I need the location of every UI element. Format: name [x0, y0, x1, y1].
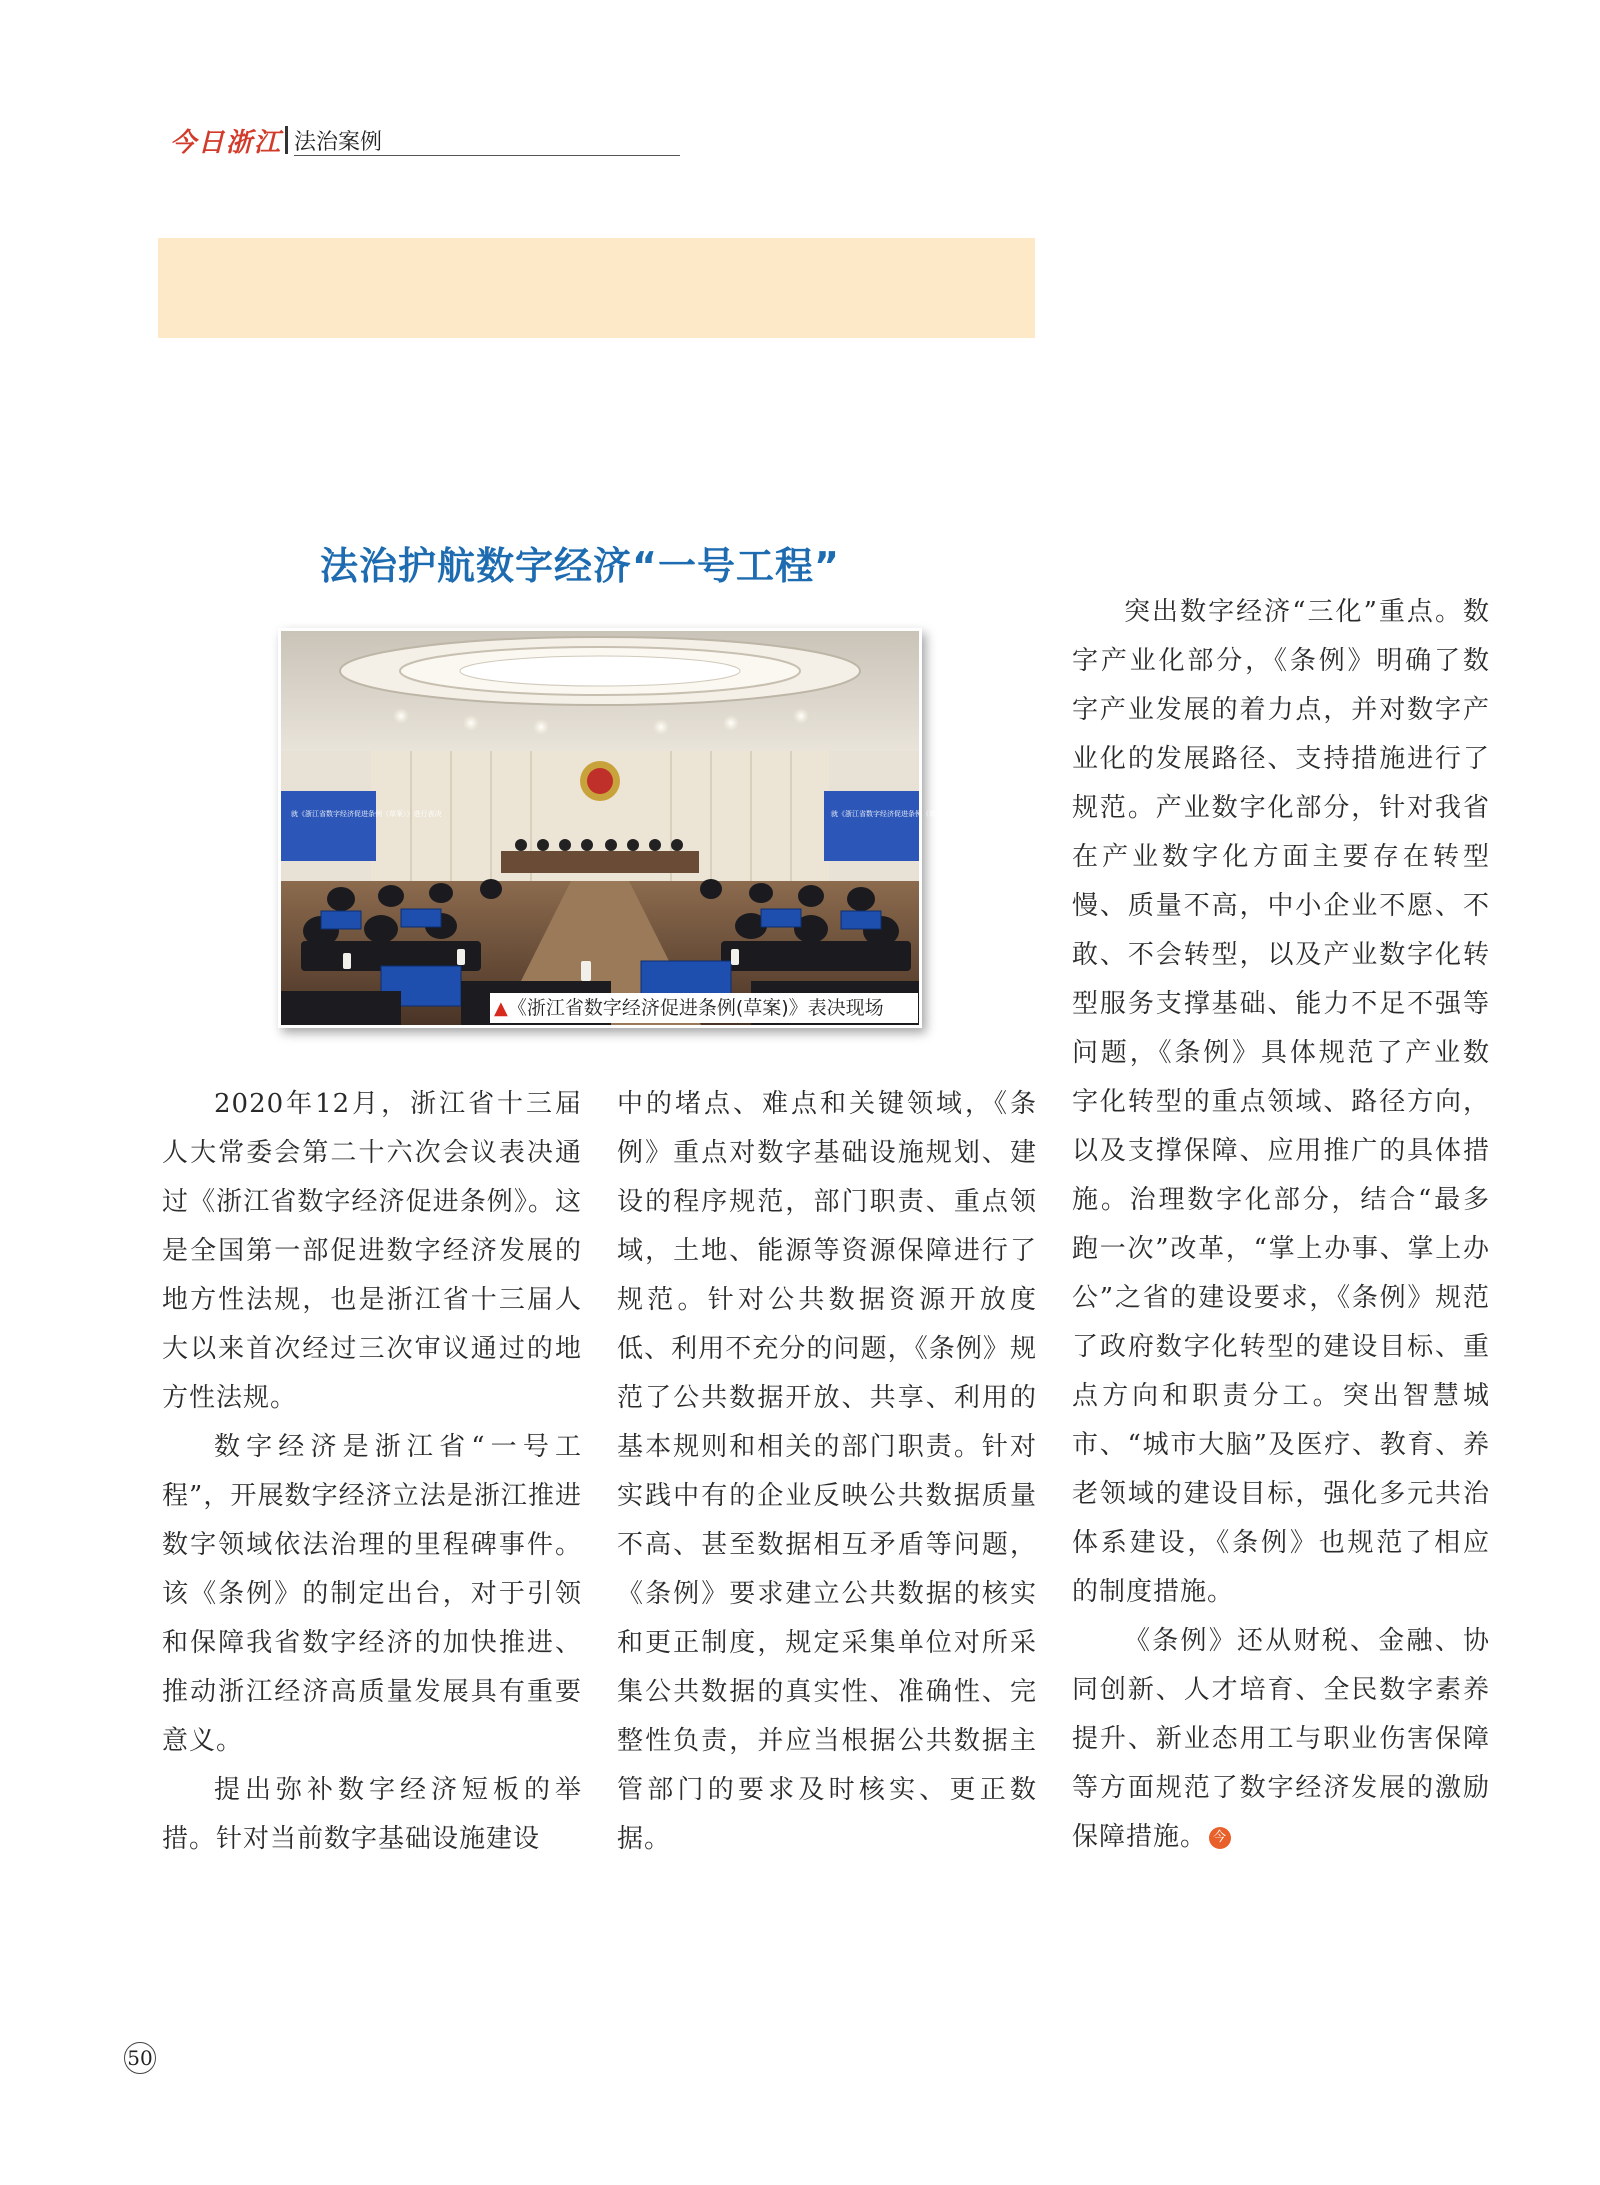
caption-triangle-icon: ▲ [494, 998, 508, 1019]
article-column-1 [162, 1080, 582, 1864]
photo-caption [490, 993, 918, 1023]
paragraph: 数字经济是浙江省“一号工程”，开展数字经济立法是浙江推进数字领域依法治理的里程碑事件。该《条例》的制定出台，对于引领和保障我省数字经济的加快推进、推动浙江经济高质量发展具有重要意义。 [162, 1432, 582, 1756]
right-screen-text: 就《浙江省数字经济促进条例（草案）》进行表决 [831, 810, 982, 818]
magazine-logo: 今日浙江 [170, 128, 283, 158]
header-separator [285, 126, 288, 154]
paragraph: 提出弥补数字经济短板的举措。针对当前数字基础设施建设 [162, 1775, 582, 1854]
header-rule [294, 155, 680, 156]
paragraph: 中的堵点、难点和关键领域，《条例》重点对数字基础设施规划、建设的程序规范，部门职责、重点领域，土地、能源等资源保障进行了规范。针对公共数据资源开放度低、利用不充分的问题，《条例》规范了公共数据开放、共享、利用的基本规则和相关的部门职责。针对实践中有的企业反映公共数据质量不高、甚至数据相互矛盾等问题，《条例》要求建立公共数据的核实和更正制度，规定采集单位对所采集公共数据的真实性、准确性、完整性负责，并应当根据公共数据主管部门的要求及时核实、更正数据。 [617, 1089, 1037, 1854]
meeting-hall-image [281, 631, 982, 1025]
paragraph-last [1072, 1617, 1490, 1862]
article-column-2 [617, 1080, 1037, 1864]
header-banner [158, 238, 1035, 338]
left-screen-text: 就《浙江省数字经济促进条例（草案）》进行表决 [291, 810, 442, 818]
caption-text: 《浙江省数字经济促进条例(草案)》表决现场 [507, 997, 884, 1019]
article-title: 法治护航数字经济“一号工程” [320, 544, 840, 589]
page-number: 50 [124, 2042, 156, 2074]
article-column-3 [1072, 588, 1490, 1862]
end-mark-icon: 今 [1209, 1827, 1231, 1849]
masthead [170, 122, 510, 158]
paragraph: 突出数字经济“三化”重点。数字产业化部分，《条例》明确了数字产业发展的着力点，并对数字产业化的发展路径、支持措施进行了规范。产业数字化部分，针对我省在产业数字化方面主要存在转型慢、质量不高，中小企业不愿、不敢、不会转型，以及产业数字化转型服务支撑基础、能力不足不强等问题，《条例》具体规范了产业数字化转型的重点领域、路径方向，以及支撑保障、应用推广的具体措施。治理数字化部分，结合“最多跑一次”改革，“掌上办事、掌上办公”之省的建设要求，《条例》规范了政府数字化转型的建设目标、重点方向和职责分工。突出智慧城市、“城市大脑”及医疗、教育、养老领域的建设目标，强化多元共治体系建设，《条例》也规范了相应的制度措施。 [1072, 597, 1490, 1607]
paragraph-text: 《条例》还从财税、金融、协同创新、人才培育、全民数字素养提升、新业态用工与职业伤害保障等方面规范了数字经济发展的激励保障措施。 [1072, 1626, 1490, 1852]
article-photo [278, 628, 982, 1028]
section-label: 法治案例 [294, 130, 383, 155]
paragraph: 2020年12月，浙江省十三届人大常委会第二十六次会议表决通过《浙江省数字经济促进条例》。这是全国第一部促进数字经济发展的地方性法规，也是浙江省十三届人大以来首次经过三次审议通过的地方性法规。 [162, 1089, 582, 1413]
